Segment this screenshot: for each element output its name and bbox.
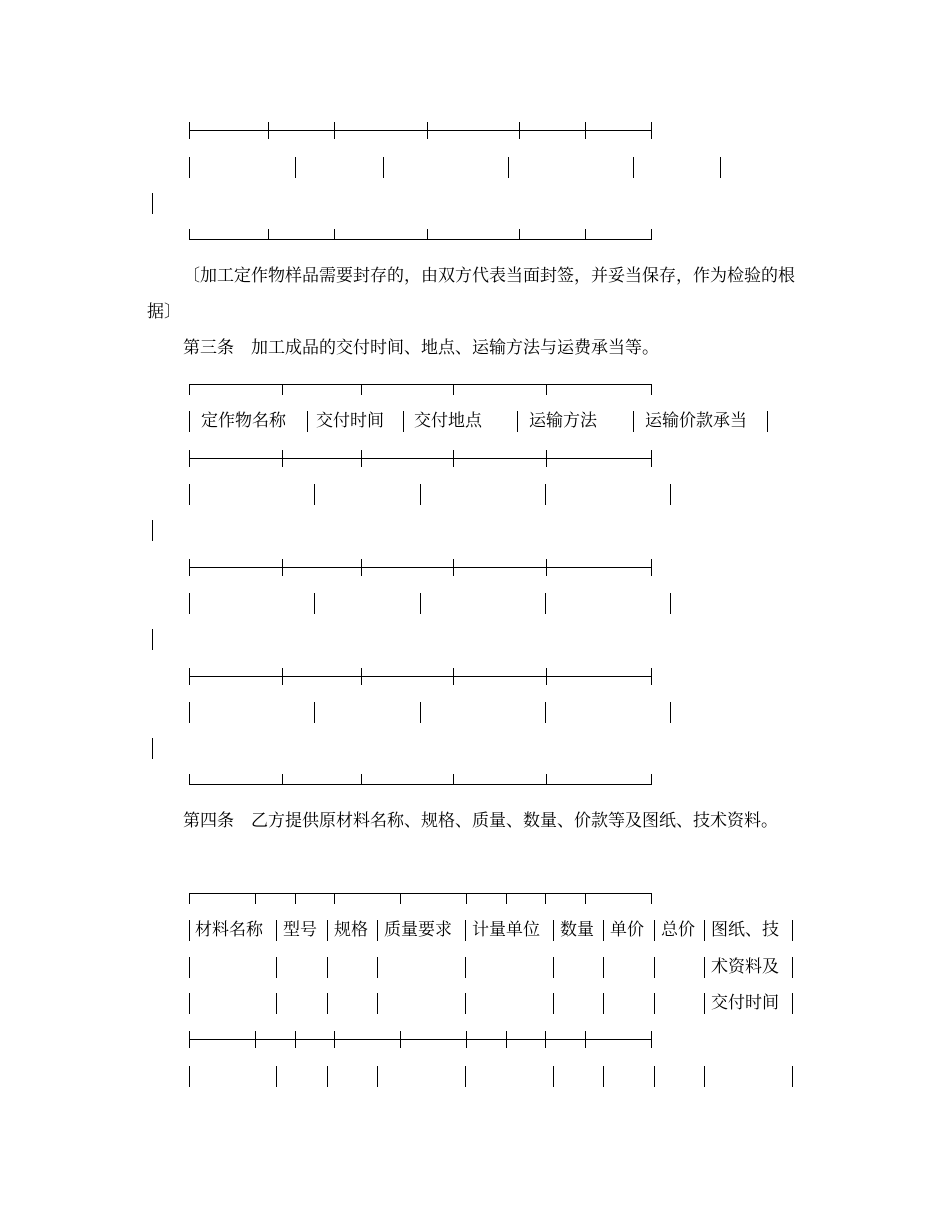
table-rule bbox=[189, 893, 651, 894]
header-delivery-time: 交付时间 bbox=[316, 411, 384, 431]
table-rule bbox=[189, 384, 651, 385]
table-rule bbox=[189, 458, 651, 459]
table-rule bbox=[189, 784, 651, 785]
table-rule bbox=[189, 676, 651, 677]
table-rule bbox=[189, 567, 651, 568]
header-quantity: 数量 bbox=[560, 920, 594, 940]
table-rule bbox=[189, 1039, 651, 1040]
header-transport-method: 运输方法 bbox=[529, 411, 597, 431]
table-rule bbox=[189, 239, 651, 240]
header-spec: 规格 bbox=[334, 920, 368, 940]
header-product-name: 定作物名称 bbox=[201, 411, 286, 431]
header-material-name: 材料名称 bbox=[195, 920, 263, 940]
header-unit-price: 单价 bbox=[610, 920, 644, 940]
article-3-paragraph: 第三条 加工成品的交付时间、地点、运输方法与运费承当等。 bbox=[183, 338, 659, 358]
header-drawings-line-2: 术资料及 bbox=[711, 957, 779, 977]
header-drawings-line-3: 交付时间 bbox=[711, 993, 779, 1013]
header-unit: 计量单位 bbox=[472, 920, 540, 940]
sample-note-paragraph: 〔加工定作物样品需要封存的，由双方代表当面封签，并妥当保存，作为检验的根据〕 bbox=[147, 266, 795, 322]
header-total-price: 总价 bbox=[661, 920, 695, 940]
header-quality: 质量要求 bbox=[384, 920, 452, 940]
header-model: 型号 bbox=[283, 920, 317, 940]
header-delivery-place: 交付地点 bbox=[414, 411, 482, 431]
header-transport-cost: 运输价款承当 bbox=[645, 411, 747, 431]
header-drawings-line-1: 图纸、技 bbox=[711, 920, 779, 940]
article-4-paragraph: 第四条 乙方提供原材料名称、规格、质量、数量、价款等及图纸、技术资料。 bbox=[183, 811, 778, 831]
table-rule bbox=[189, 130, 651, 131]
